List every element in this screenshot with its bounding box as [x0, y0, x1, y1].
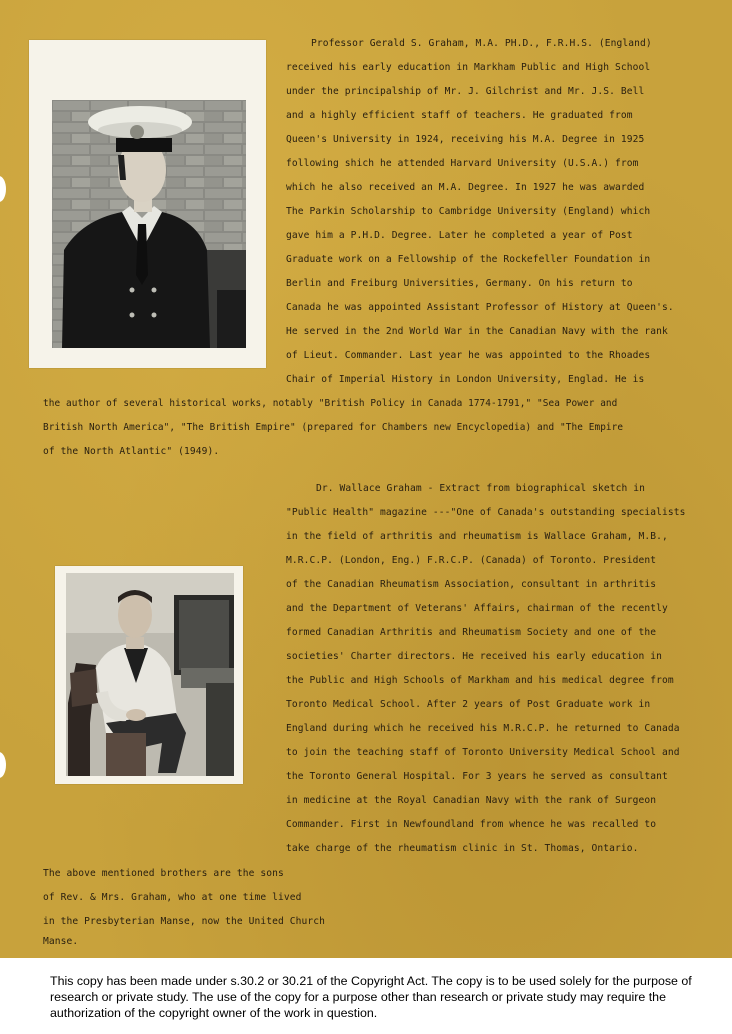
photo-wallace-graham	[55, 566, 243, 784]
bio1-line: which he also received an M.A. Degree. In 1927 he was awarded	[286, 182, 645, 193]
bio2-line: M.R.C.P. (London, Eng.) F.R.C.P. (Canada) of Toronto. President	[286, 555, 657, 566]
note-line: Manse.	[43, 936, 79, 947]
bio1-line: He served in the 2nd World War in the Canadian Navy with the rank	[286, 326, 668, 337]
bio2-line: Toronto Medical School. After 2 years of Post Graduate work in	[286, 699, 651, 710]
bio2-line: the Public and High Schools of Markham and his medical degree from	[286, 675, 674, 686]
bio2-line: the Toronto General Hospital. For 3 years he served as consultant	[286, 771, 668, 782]
bio2-line: in the field of arthritis and rheumatism is Wallace Graham, M.B.,	[286, 531, 668, 542]
doctor-portrait-image	[66, 573, 234, 776]
bio1-line: Chair of Imperial History in London University, Englad. He is	[286, 374, 645, 385]
bio2-line: England during which he received his M.R.C.P. he returned to Canada	[286, 723, 680, 734]
bio2-line: societies' Charter directors. He received his early education in	[286, 651, 663, 662]
note-line: of Rev. & Mrs. Graham, who at one time lived	[43, 892, 302, 903]
bio2-line: Commander. First in Newfoundland from whence he was recalled to	[286, 819, 657, 830]
bio2-line: take charge of the rheumatism clinic in St. Thomas, Ontario.	[286, 843, 639, 854]
bio1-line: the author of several historical works, notably "British Policy in Canada 1774-1791," "Sea Power and	[43, 398, 618, 409]
bio1-line: Professor Gerald S. Graham, M.A. PH.D., F.R.H.S. (England)	[311, 38, 652, 49]
bio1-line: following shich he attended Harvard University (U.S.A.) from	[286, 158, 639, 169]
bio1-line: and a highly efficient staff of teachers. He graduated from	[286, 110, 633, 121]
bio1-line: under the principalship of Mr. J. Gilchrist and Mr. J.S. Bell	[286, 86, 645, 97]
bio2-line: to join the teaching staff of Toronto University Medical School and	[286, 747, 680, 758]
note-line: The above mentioned brothers are the sons	[43, 868, 284, 879]
bio2-line: formed Canadian Arthritis and Rheumatism Society and one of the	[286, 627, 657, 638]
bio1-line: British North America", "The British Empire" (prepared for Chambers new Encyclopedia) and "The Empire	[43, 422, 624, 433]
bio1-line: received his early education in Markham Public and High School	[286, 62, 651, 73]
photo-gerald-graham	[29, 40, 266, 368]
officer-portrait-image	[52, 100, 246, 348]
copyright-notice: This copy has been made under s.30.2 or 30.21 of the Copyright Act. The copy is to be used solely for the purpose of research or private study. The use of the copy for a purpose other than research or private study may require the authorization of the copyright owner of the work in question.	[50, 974, 692, 1021]
bio1-line: Canada he was appointed Assistant Professor of History at Queen's.	[286, 302, 674, 313]
bio1-line: Graduate work on a Fellowship of the Rockefeller Foundation in	[286, 254, 651, 265]
punch-hole	[0, 752, 6, 778]
bio2-line: "Public Health" magazine ---"One of Canada's outstanding specialists	[286, 507, 686, 518]
bio1-line: of Lieut. Commander. Last year he was appointed to the Rhoades	[286, 350, 651, 361]
punch-hole	[0, 176, 6, 202]
bio2-line: Dr. Wallace Graham - Extract from biographical sketch in	[316, 483, 646, 494]
note-line: in the Presbyterian Manse, now the United Church	[43, 916, 326, 927]
bio1-line: of the North Atlantic" (1949).	[43, 446, 220, 457]
bio1-line: gave him a P.H.D. Degree. Later he completed a year of Post	[286, 230, 633, 241]
bio2-line: of the Canadian Rheumatism Association, consultant in arthritis	[286, 579, 657, 590]
bio1-line: Berlin and Freiburg Universities, Germany. On his return to	[286, 278, 633, 289]
bio1-line: Queen's University in 1924, receiving his M.A. Degree in 1925	[286, 134, 645, 145]
bio1-line: The Parkin Scholarship to Cambridge University (England) which	[286, 206, 651, 217]
bio2-line: and the Department of Veterans' Affairs, chairman of the recently	[286, 603, 668, 614]
bio2-line: in medicine at the Royal Canadian Navy with the rank of Surgeon	[286, 795, 657, 806]
